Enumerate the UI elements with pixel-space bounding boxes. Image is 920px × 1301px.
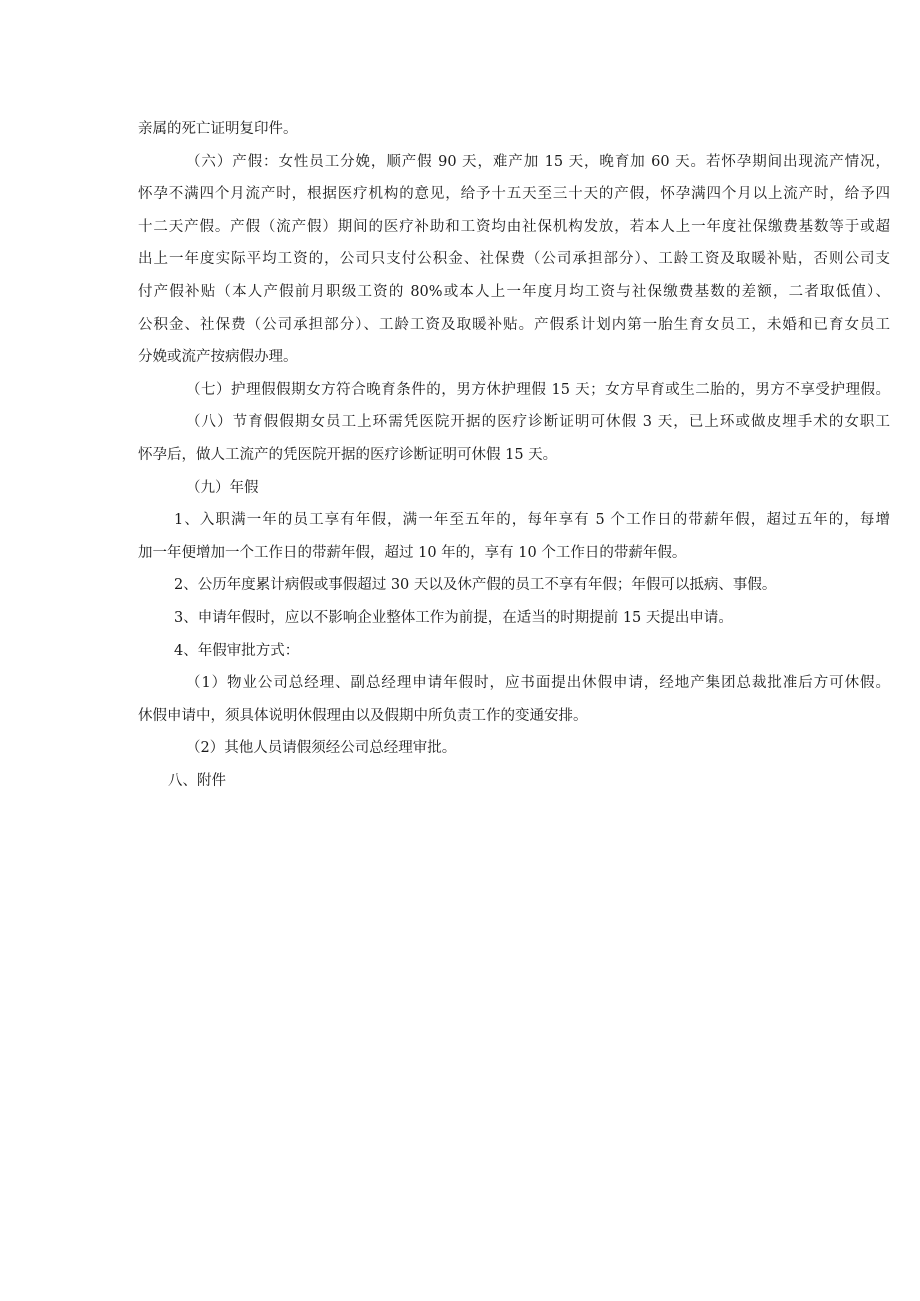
text-line: （七）护理假假期女方符合晚育条件的，男方休护理假 15 天；女方早育或生二胎的，男方不享受护理假。 bbox=[186, 381, 890, 398]
text-line: 出上一年度实际平均工资的，公司只支付公积金、社保费（公司承担部分）、工龄工资及取暖补贴，否则公司支 bbox=[138, 251, 890, 268]
text-line: （九）年假 bbox=[186, 479, 259, 496]
text-line: 公积金、社保费（公司承担部分）、工龄工资及取暖补贴。产假系计划内第一胎生育女员工，未婚和已育女员工 bbox=[138, 316, 890, 333]
text-line: 怀孕后，做人工流产的凭医院开据的医疗诊断证明可休假 15 天。 bbox=[138, 446, 558, 463]
text-line: 怀孕不满四个月流产时，根据医疗机构的意见，给予十五天至三十天的产假，怀孕满四个月以上流产时，给予四 bbox=[138, 186, 890, 203]
text-line: 1、入职满一年的员工享有年假，满一年至五年的，每年享有 5 个工作日的带薪年假，超过五年的，每增 bbox=[174, 512, 890, 529]
document-page bbox=[138, 113, 890, 797]
text-line: 付产假补贴（本人产假前月职级工资的 80%或本人上一年度月均工资与社保缴费基数的差额，二者取低值）、 bbox=[138, 283, 890, 300]
text-line: （六）产假：女性员工分娩，顺产假 90 天，难产加 15 天，晚育加 60 天。若怀孕期间出现流产情况， bbox=[186, 153, 890, 170]
text-line: 十二天产假。产假（流产假）期间的医疗补助和工资均由社保机构发放，若本人上一年度社保缴费基数等于或超 bbox=[138, 218, 890, 235]
text-line: （八）节育假假期女员工上环需凭医院开据的医疗诊断证明可休假 3 天，已上环或做皮埋手术的女职工 bbox=[186, 414, 890, 431]
text-line: 休假申请中，须具体说明休假理由以及假期中所负责工作的变通安排。 bbox=[138, 707, 588, 724]
text-line: （2）其他人员请假须经公司总经理审批。 bbox=[186, 740, 457, 757]
text-line: 亲属的死亡证明复印件。 bbox=[138, 121, 298, 137]
text-line: 4、年假审批方式： bbox=[174, 642, 300, 659]
text-line: 分娩或流产按病假办理。 bbox=[138, 349, 298, 366]
text-line: 加一年便增加一个工作日的带薪年假，超过 10 年的，享有 10 个工作日的带薪年假。 bbox=[138, 544, 687, 561]
text-line: 2、公历年度累计病假或事假超过 30 天以及休产假的员工不享有年假；年假可以抵病、事假。 bbox=[174, 577, 777, 594]
text-line: （1）物业公司总经理、副总经理申请年假时，应书面提出休假申请，经地产集团总裁批准后方可休假。 bbox=[186, 675, 890, 692]
text-line: 3、申请年假时，应以不影响企业整体工作为前提，在适当的时期提前 15 天提出申请。 bbox=[174, 609, 733, 626]
section-heading: 八、附件 bbox=[168, 772, 226, 789]
